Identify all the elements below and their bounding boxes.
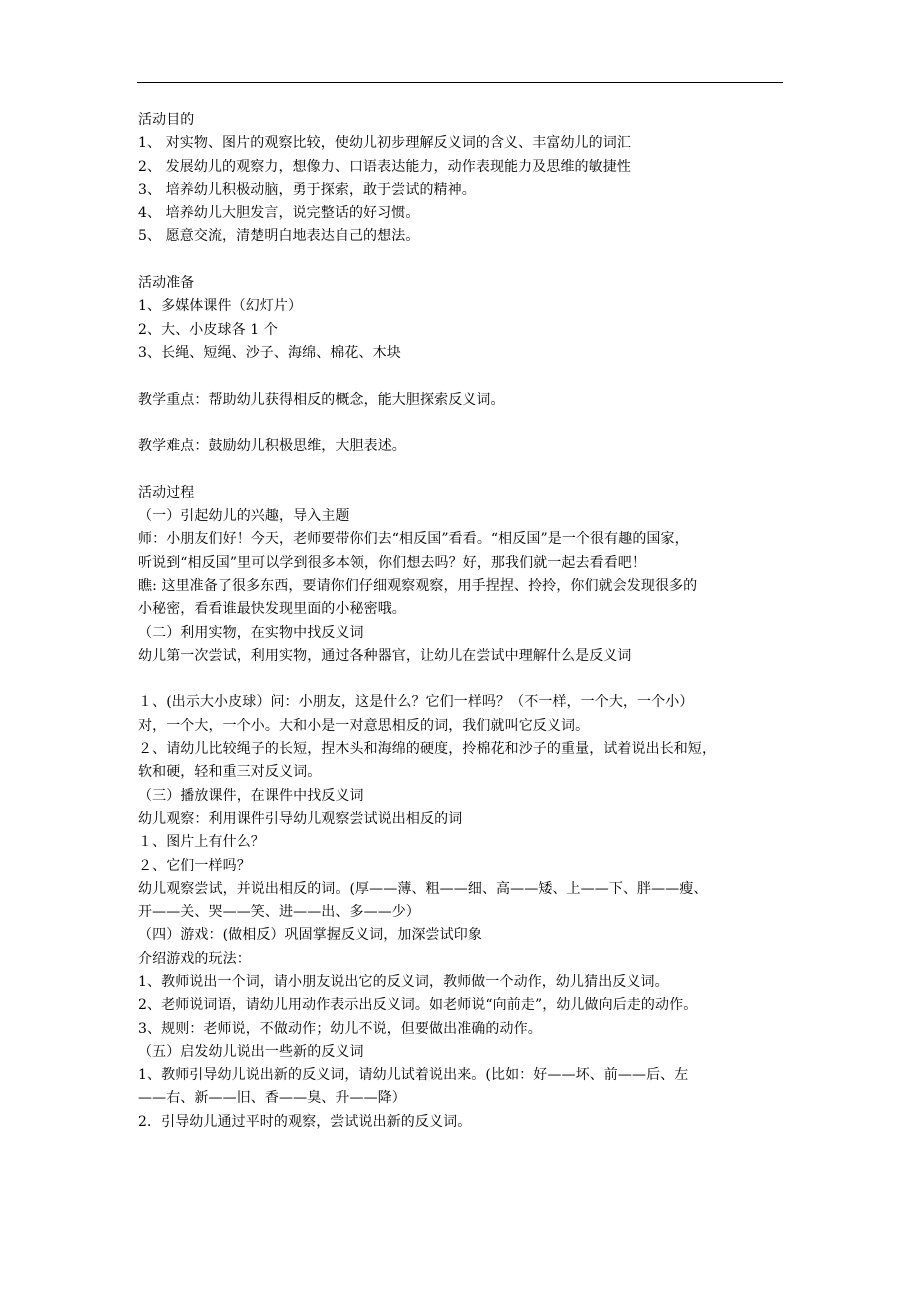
process-line: 3、规则：老师说，不做动作；幼儿不说，但要做出准确的动作。 bbox=[138, 1020, 542, 1037]
process-line: 软和硬，轻和重三对反义词。 bbox=[138, 764, 322, 781]
process-line: （一）引起幼儿的兴趣，导入主题 bbox=[138, 508, 350, 525]
spacer bbox=[138, 458, 788, 481]
prep-item: 1、多媒体课件（幻灯片） bbox=[138, 298, 303, 315]
process-line: 师：小朋友们好！今天，老师要带你们去“相反国”看看。“相反国”是一个很有趣的国家， bbox=[138, 531, 689, 548]
process-line: 介绍游戏的玩法： bbox=[138, 950, 251, 967]
spacer bbox=[138, 668, 788, 691]
goals-heading: 活动目的 bbox=[138, 112, 195, 128]
spacer bbox=[138, 412, 788, 435]
process-line: 听说到“相反国”里可以学到很多本领，你们想去吗？好，那我们就一起去看看吧！ bbox=[138, 554, 647, 571]
process-line: 开——关、哭——笑、进——出、多——少） bbox=[138, 904, 420, 921]
spacer bbox=[138, 249, 788, 272]
goal-item: 2、 发展幼儿的观察力，想像力、口语表达能力，动作表现能力及思维的敏捷性 bbox=[138, 158, 631, 175]
process-heading: 活动过程 bbox=[138, 484, 195, 501]
process-line: 瞧: 这里准备了很多东西，要请你们仔细观察观察，用手捏捏、拎拎，你们就会发现很多的 bbox=[138, 577, 698, 594]
process-line: 1、教师说出一个词，请小朋友说出它的反义词，教师做一个动作，幼儿猜出反义词。 bbox=[138, 973, 669, 990]
process-line: １、(出示大小皮球）问：小朋友，这是什么？它们一样吗？（不一样，一个大，一个小） bbox=[138, 694, 694, 711]
process-line: ——右、新——旧、香——臭、升——降） bbox=[138, 1090, 406, 1107]
goal-item: 5、 愿意交流，清楚明白地表达自己的想法。 bbox=[138, 228, 420, 245]
process-line: ２、请幼儿比较绳子的长短，捏木头和海绵的硬度，拎棉花和沙子的重量，试着说出长和短， bbox=[138, 741, 717, 758]
prep-item: 2、大、小皮球各 1 个 bbox=[138, 321, 278, 338]
goal-item: 4、 培养幼儿大胆发言，说完整话的好习惯。 bbox=[138, 205, 420, 222]
lesson-plan-body bbox=[138, 109, 788, 1134]
process-line: ２、它们一样吗？ bbox=[138, 857, 251, 874]
process-line: 幼儿观察尝试，并说出相反的词。(厚——薄、粗——细、高——矮、上——下、胖——瘦、 bbox=[138, 880, 708, 897]
process-line: （四）游戏：(做相反）巩固掌握反义词，加深尝试印象 bbox=[138, 927, 482, 944]
process-line: 2、老师说词语，请幼儿用动作表示出反义词。如老师说“向前走”，幼儿做向后走的动作。 bbox=[138, 997, 698, 1014]
process-line: 幼儿观察：利用课件引导幼儿观察尝试说出相反的词 bbox=[138, 810, 463, 827]
process-line: （五）启发幼儿说出一些新的反义词 bbox=[138, 1043, 364, 1060]
process-line: 幼儿第一次尝试，利用实物，通过各种器官，让幼儿在尝试中理解什么是反义词 bbox=[138, 647, 632, 664]
process-line: １、图片上有什么？ bbox=[138, 834, 265, 851]
process-line: 2．引导幼儿通过平时的观察，尝试说出新的反义词。 bbox=[138, 1113, 472, 1130]
process-line: （二）利用实物，在实物中找反义词 bbox=[138, 624, 364, 641]
goal-item: 3、 培养幼儿积极动脑，勇于探索，敢于尝试的精神。 bbox=[138, 181, 476, 198]
process-line: 小秘密，看看谁最快发现里面的小秘密哦。 bbox=[138, 601, 406, 618]
spacer bbox=[138, 365, 788, 388]
key-point: 教学重点：帮助幼儿获得相反的概念，能大胆探索反义词。 bbox=[138, 391, 505, 408]
prep-heading: 活动准备 bbox=[138, 275, 195, 292]
goal-item: 1、 对实物、图片的观察比较，使幼儿初步理解反义词的含义、丰富幼儿的词汇 bbox=[138, 135, 631, 152]
header-rule bbox=[137, 82, 783, 83]
difficulty: 教学难点：鼓励幼儿积极思维，大胆表述。 bbox=[138, 438, 406, 455]
process-line: （三）播放课件，在课件中找反义词 bbox=[138, 787, 364, 804]
process-line: 1、教师引导幼儿说出新的反义词，请幼儿试着说出来。(比如：好——坏、前——后、左 bbox=[138, 1067, 689, 1084]
process-line: 对，一个大，一个小。大和小是一对意思相反的词，我们就叫它反义词。 bbox=[138, 717, 590, 734]
prep-item: 3、长绳、短绳、沙子、海绵、棉花、木块 bbox=[138, 344, 401, 361]
